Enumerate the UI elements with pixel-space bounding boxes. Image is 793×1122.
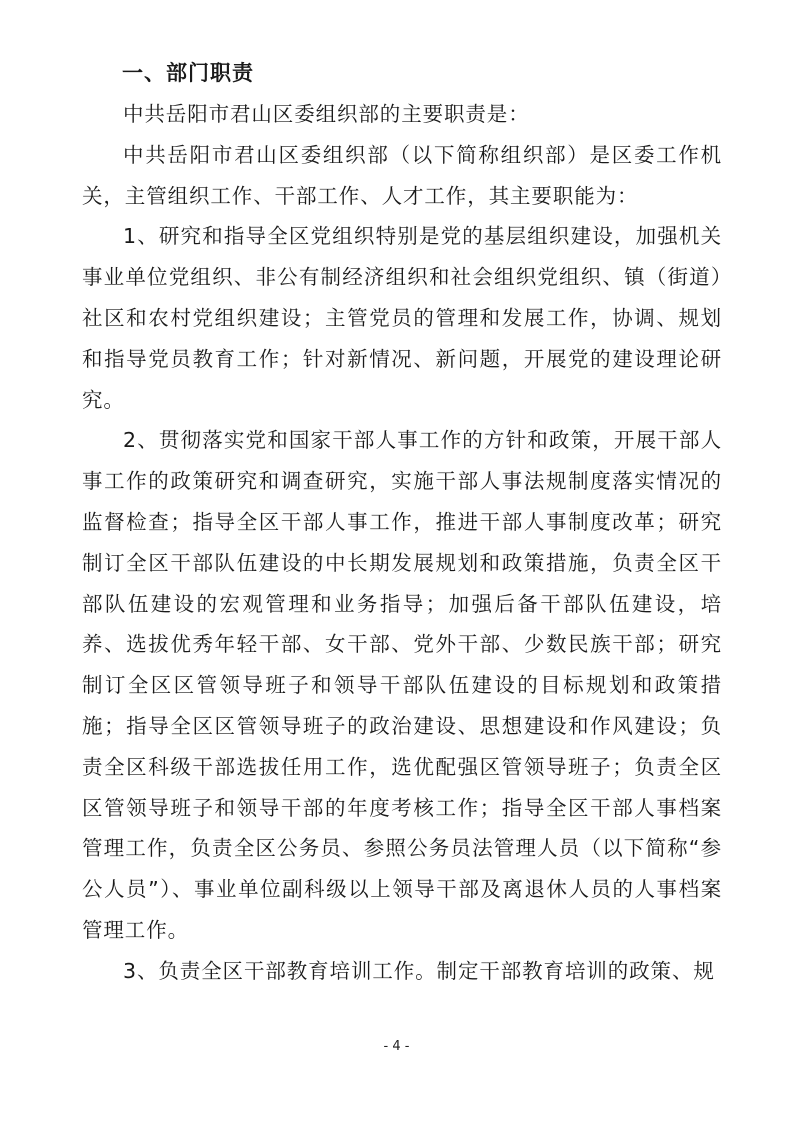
paragraph-duty-3: 3、负责全区干部教育培训工作。制定干部教育培训的政策、规 bbox=[123, 958, 715, 983]
paragraph-intro: 中共岳阳市君山区委组织部的主要职责是： bbox=[123, 102, 530, 126]
page-number: - 4 - bbox=[383, 1039, 410, 1054]
paragraph-duty-1: 1、研究和指导全区党组织特别是党的基层组织建设，加强机关事业单位党组织、非公有制经济组织和社会组织党组织、镇（街道）社区和农村党组织建设；主管党员的管理和发展工作，协调、规划和指导党员教育工作；针对新情况、新问题，开展党的建设理论研究。 bbox=[82, 224, 722, 412]
document-body bbox=[82, 94, 722, 992]
section-heading: 一、部门职责 bbox=[122, 61, 254, 85]
paragraph-overview: 中共岳阳市君山区委组织部（以下简称组织部）是区委工作机关，主管组织工作、干部工作、人才工作，其主要职能为： bbox=[82, 142, 722, 208]
paragraph-duty-2: 2、贯彻落实党和国家干部人事工作的方针和政策，开展干部人事工作的政策研究和调查研究，实施干部人事法规制度落实情况的监督检查；指导全区干部人事工作，推进干部人事制度改革；研究制订全区干部队伍建设的中长期发展规划和政策措施，负责全区干部队伍建设的宏观管理和业务指导；加强后备干部队伍建设，培养、选拔优秀年轻干部、女干部、党外干部、少数民族干部；研究制订全区区管领导班子和领导干部队伍建设的目标规划和政策措施；指导全区区管领导班子的政治建设、思想建设和作风建设；负责全区科级干部选拔任用工作，选优配强区管领导班子；负责全区区管领导班子和领导干部的年度考核工作；指导全区干部人事档案管理工作，负责全区公务员、参照公务员法管理人员（以下简称“参公人员”）、事业单位副科级以上领导干部及离退休人员的人事档案管理工作。 bbox=[82, 428, 722, 942]
